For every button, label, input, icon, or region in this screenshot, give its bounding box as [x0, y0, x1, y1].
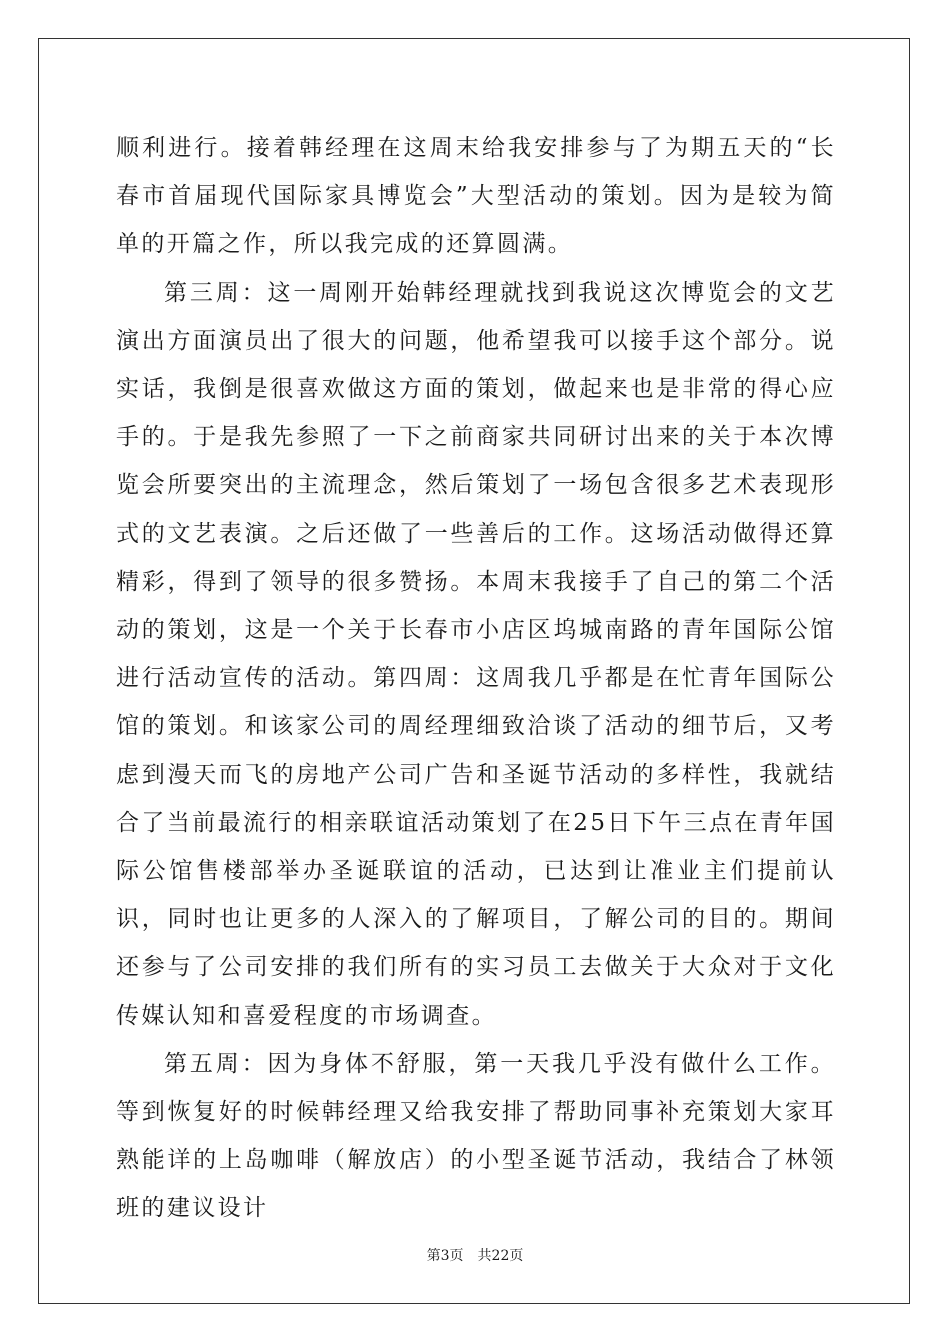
page-total: 共22页: [477, 1248, 524, 1264]
page-footer: [0, 1246, 950, 1266]
paragraph-1: 顺利进行。接着韩经理在这周末给我安排参与了为期五天的“长春市首届现代国际家具博览会”大型活动的策划。因为是较为简单的开篇之作，所以我完成的还算圆满。: [116, 135, 836, 258]
paragraph-3: 第五周：因为身体不舒服，第一天我几乎没有做什么工作。等到恢复好的时候韩经理又给我安排了帮助同事补充策划大家耳熟能详的上岛咖啡（解放店）的小型圣诞节活动，我结合了林领班的建议设计: [116, 1050, 836, 1222]
paragraph-2: 第三周：这一周刚开始韩经理就找到我说这次博览会的文艺演出方面演员出了很大的问题，他希望我可以接手这个部分。说实话，我倒是很喜欢做这方面的策划，做起来也是非常的得心应手的。于是我先参照了一下之前商家共同研讨出来的关于本次博览会所要突出的主流理念，然后策划了一场包含很多艺术表现形式的文艺表演。之后还做了一些善后的工作。这场活动做得还算精彩，得到了领导的很多赞扬。本周末我接手了自己的第二个活动的策划，这是一个关于长春市小店区坞城南路的青年国际公馆进行活动宣传的活动。第四周：这周我几乎都是在忙青年国际公馆的策划。和该家公司的周经理细致洽谈了活动的细节后，又考虑到漫天而飞的房地产公司广告和圣诞节活动的多样性，我就结合了当前最流行的相亲联谊活动策划了在25日下午三点在青年国际公馆售楼部举办圣诞联谊的活动，已达到让准业主们提前认识，同时也让更多的人深入的了解项目，了解公司的目的。期间还参与了公司安排的我们所有的实习员工去做关于大众对于文化传媒认知和喜爱程度的市场调查。: [116, 279, 836, 1029]
page-number: 第3页: [426, 1248, 464, 1264]
document-body: [116, 124, 836, 1233]
